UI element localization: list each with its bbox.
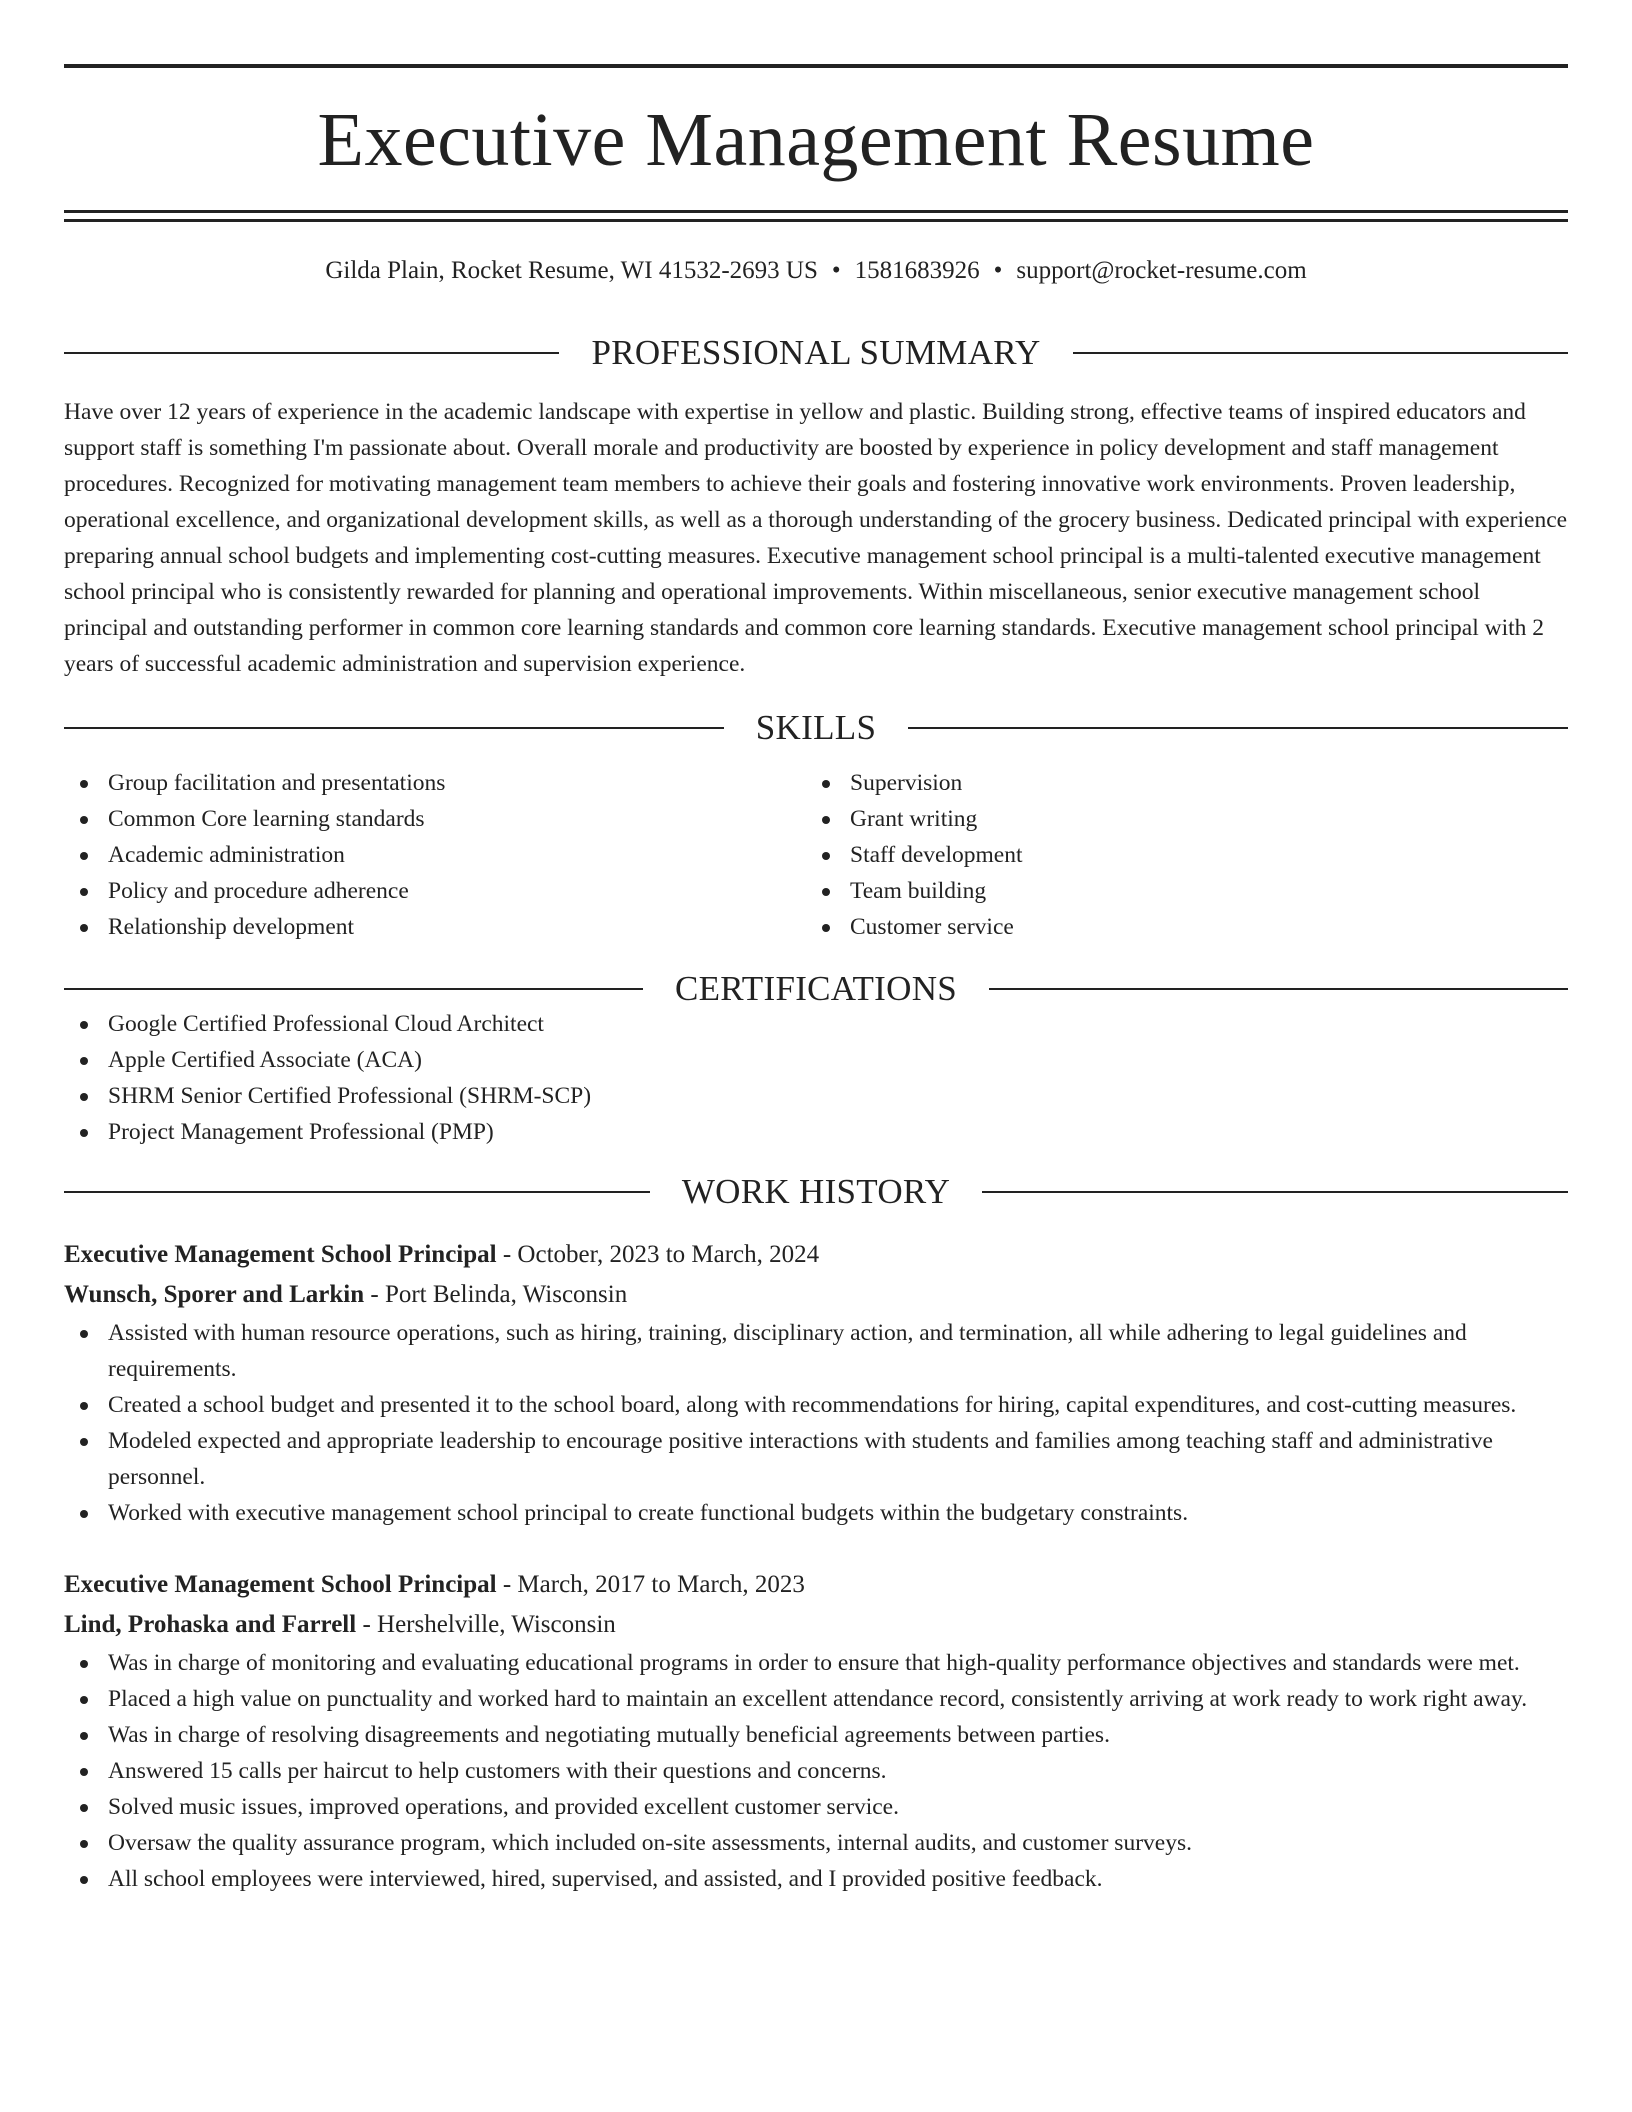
- job-bullet: Worked with executive management school principal to create functional budgets within the budgetary constraints.: [64, 1495, 1568, 1531]
- skills-list: [806, 765, 1548, 945]
- resume-title: Executive Management Resume: [317, 98, 1315, 182]
- job-dates: March, 2017 to March, 2023: [517, 1571, 805, 1598]
- job-role: Executive Management School Principal: [64, 1571, 497, 1598]
- skill-item: Group facilitation and presentations: [64, 765, 806, 801]
- job-bullet: Answered 15 calls per haircut to help customers with their questions and concerns.: [64, 1753, 1568, 1789]
- job-dash: -: [356, 1611, 378, 1638]
- section-header-certifications: [64, 971, 1568, 1006]
- job-role: Executive Management School Principal: [64, 1241, 497, 1268]
- skills-list: [64, 765, 806, 945]
- skill-item: Academic administration: [64, 837, 806, 873]
- double-rule: [64, 210, 1568, 222]
- job-dash: -: [364, 1281, 385, 1308]
- skills-columns: [64, 765, 1568, 945]
- skill-item: Staff development: [806, 837, 1548, 873]
- job-company-line: [64, 1275, 1568, 1315]
- section-rule: [989, 988, 1568, 990]
- job-bullet: Placed a high value on punctuality and worked hard to maintain an excellent attendance record, consistently arriving at work ready to work right away.: [64, 1681, 1568, 1717]
- job-entry: [64, 1565, 1568, 1897]
- skill-item: Supervision: [806, 765, 1548, 801]
- skill-item: Grant writing: [806, 801, 1548, 837]
- skill-item: Relationship development: [64, 909, 806, 945]
- job-company: Lind, Prohaska and Farrell: [64, 1611, 357, 1638]
- job-bullet: Solved music issues, improved operations, and provided excellent customer service.: [64, 1789, 1568, 1825]
- section-title: SKILLS: [755, 708, 877, 747]
- job-bullet: Oversaw the quality assurance program, which included on-site assessments, internal audits, and customer surveys.: [64, 1825, 1568, 1861]
- section-rule: [64, 352, 559, 354]
- job-location: Port Belinda, Wisconsin: [384, 1281, 628, 1308]
- section-rule: [64, 727, 724, 729]
- job-bullet: Created a school budget and presented it to the school board, along with recommendations for hiring, capital expenditures, and cost-cutting measures.: [64, 1387, 1568, 1423]
- job-company: Wunsch, Sporer and Larkin: [64, 1281, 365, 1308]
- job-dash: -: [496, 1571, 518, 1598]
- certification-item: Project Management Professional (PMP): [64, 1114, 1568, 1150]
- skills-column-left: [64, 765, 806, 945]
- job-location: Hershelville, Wisconsin: [377, 1611, 616, 1638]
- job-role-line: [64, 1565, 1568, 1605]
- job-bullet: All school employees were interviewed, hired, supervised, and assisted, and I provided positive feedback.: [64, 1861, 1568, 1897]
- contact-separator: •: [831, 257, 841, 284]
- job-bullet: Was in charge of resolving disagreements and negotiating mutually beneficial agreements between parties.: [64, 1717, 1568, 1753]
- contact-phone: 1581683926: [854, 257, 980, 284]
- section-rule: [982, 1191, 1568, 1193]
- section-header-skills: [64, 710, 1568, 745]
- contact-line: [64, 258, 1568, 283]
- job-bullet: Modeled expected and appropriate leadership to encourage positive interactions with students and families among teaching staff and administrative personnel.: [64, 1423, 1568, 1495]
- section-title: WORK HISTORY: [681, 1172, 951, 1211]
- job-role-line: [64, 1235, 1568, 1275]
- certification-item: Apple Certified Associate (ACA): [64, 1042, 1568, 1078]
- top-rule: [64, 64, 1568, 68]
- job-company-line: [64, 1605, 1568, 1645]
- section-title: CERTIFICATIONS: [674, 969, 958, 1008]
- job-dash: -: [496, 1241, 518, 1268]
- certification-item: SHRM Senior Certified Professional (SHRM-SCP): [64, 1078, 1568, 1114]
- resume-page: [64, 64, 1568, 1897]
- job-bullets: [64, 1315, 1568, 1531]
- contact-address: Gilda Plain, Rocket Resume, WI 41532-2693 US: [325, 257, 818, 284]
- summary-text: Have over 12 years of experience in the academic landscape with expertise in yellow and plastic. Building strong, effective teams of inspired educators and support staff is something I'm passionate about. Overall morale and productivity are boosted by experience in policy development and staff management procedures. Recognized for motivating management team members to achieve their goals and fostering innovative work environments. Proven leadership, operational excellence, and organizational development skills, as well as a thorough understanding of the grocery business. Dedicated principal with experience preparing annual school budgets and implementing cost-cutting measures. Executive management school principal is a multi-talented executive management school principal who is consistently rewarded for planning and operational improvements. Within miscellaneous, senior executive management school principal and outstanding performer in common core learning standards and common core learning standards. Executive management school principal with 2 years of successful academic administration and supervision experience.: [64, 399, 1568, 677]
- section-rule: [908, 727, 1568, 729]
- job-entry: [64, 1235, 1568, 1531]
- section-header-summary: [64, 335, 1568, 370]
- job-bullet: Assisted with human resource operations, such as hiring, training, disciplinary action, and termination, all while adhering to legal guidelines and requirements.: [64, 1315, 1568, 1387]
- contact-separator: •: [993, 257, 1003, 284]
- contact-email[interactable]: support@rocket-resume.com: [1016, 257, 1307, 284]
- skill-item: Policy and procedure adherence: [64, 873, 806, 909]
- certification-item: Google Certified Professional Cloud Architect: [64, 1006, 1568, 1042]
- job-bullets: [64, 1645, 1568, 1897]
- section-header-work-history: [64, 1174, 1568, 1209]
- job-dates: October, 2023 to March, 2024: [517, 1241, 820, 1268]
- section-rule: [64, 988, 643, 990]
- section-rule: [1073, 352, 1568, 354]
- skill-item: Team building: [806, 873, 1548, 909]
- job-bullet: Was in charge of monitoring and evaluating educational programs in order to ensure that high-quality performance objectives and standards were met.: [64, 1645, 1568, 1681]
- certifications-list: [64, 1006, 1568, 1150]
- skill-item: Common Core learning standards: [64, 801, 806, 837]
- skills-column-right: [806, 765, 1548, 945]
- skill-item: Customer service: [806, 909, 1548, 945]
- section-rule: [64, 1191, 650, 1193]
- section-title: PROFESSIONAL SUMMARY: [591, 333, 1041, 372]
